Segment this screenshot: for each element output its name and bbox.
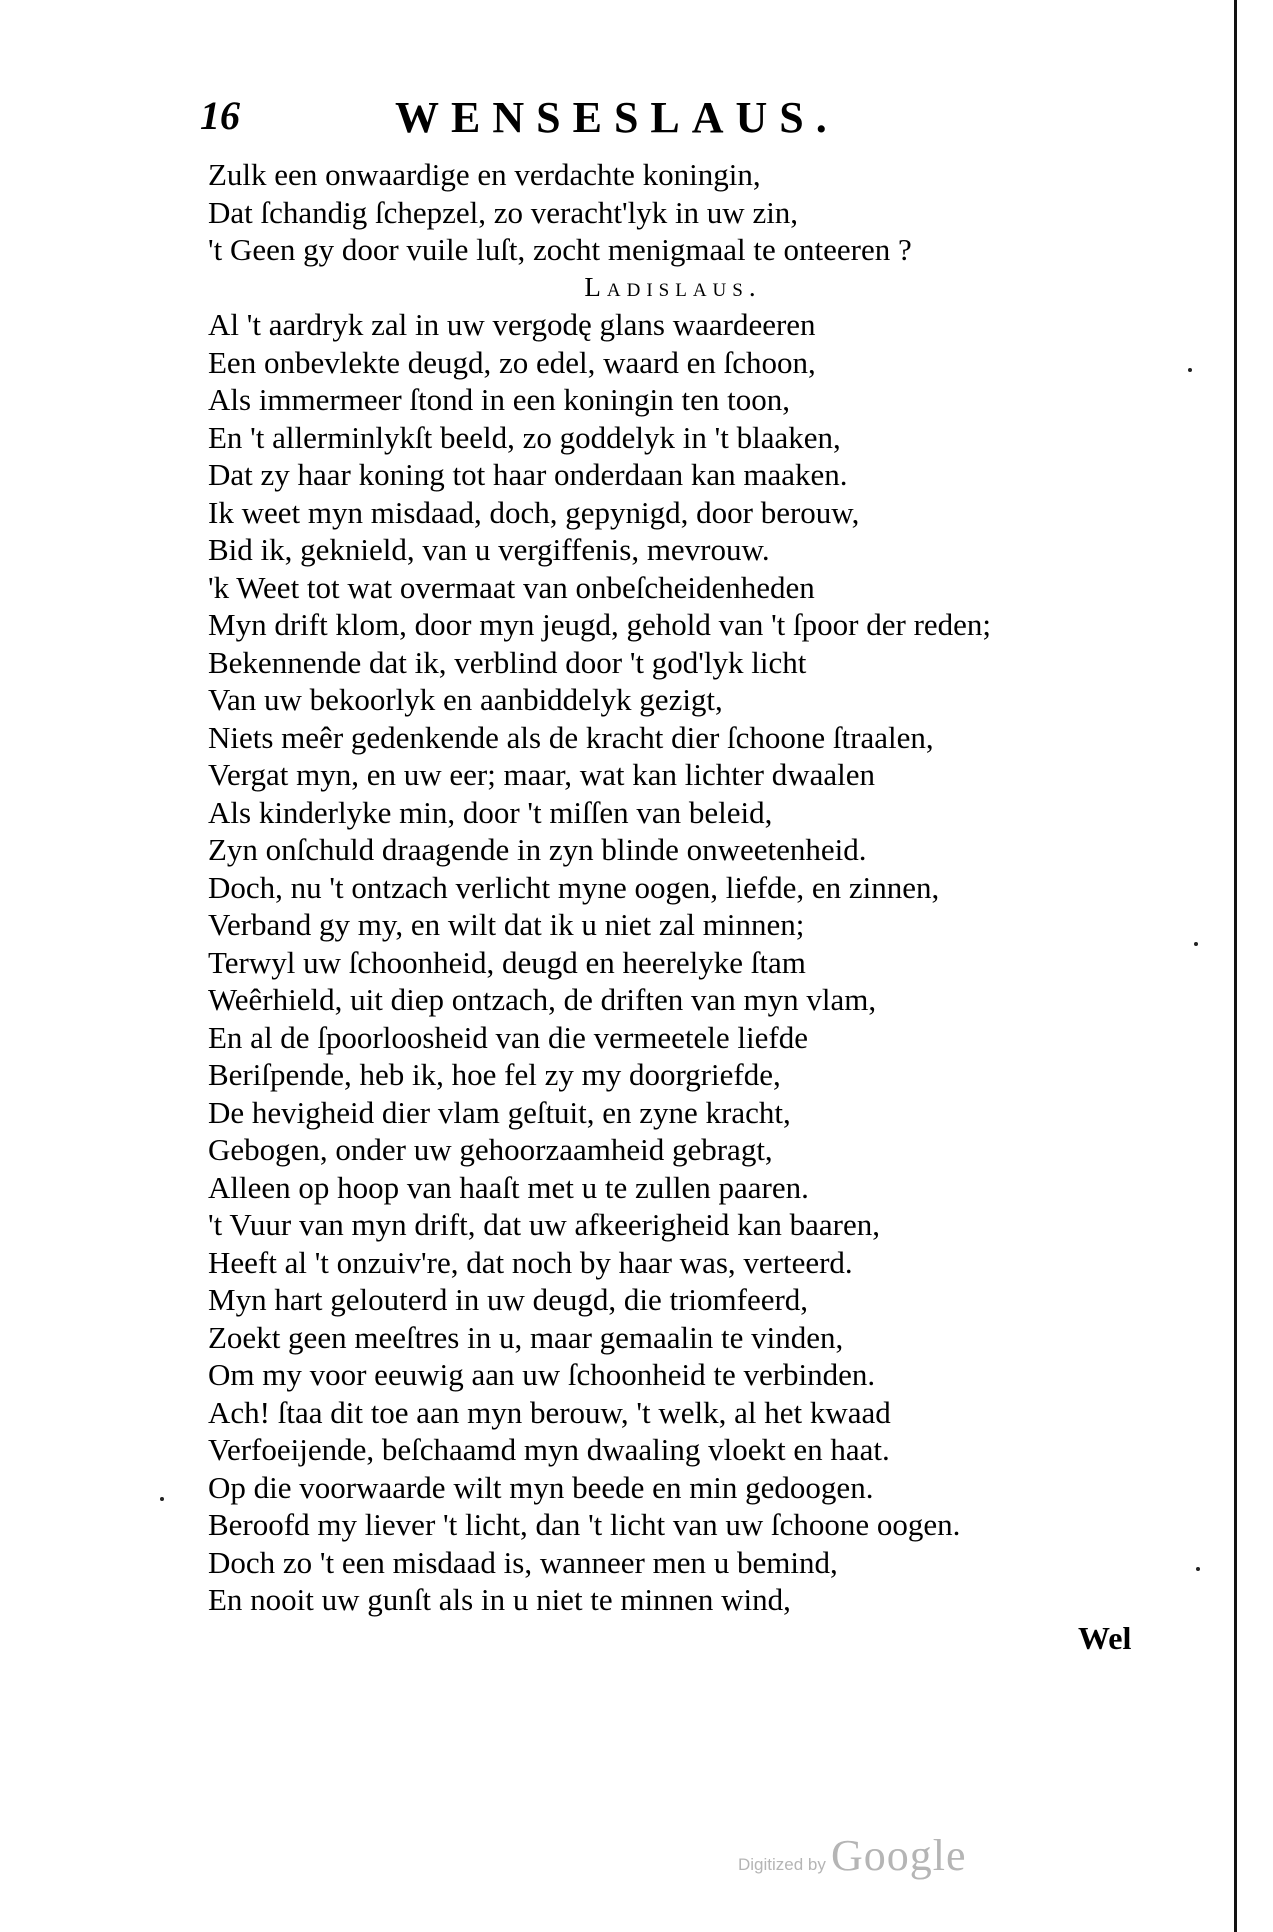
verse-line: Myn drift klom, door myn jeugd, gehold van 't ſpoor der reden;: [208, 607, 992, 642]
ink-speck: [1196, 1567, 1200, 1571]
verse-line: 't Geen gy door vuile luſt, zocht menigmaal te onteeren ?: [208, 232, 912, 267]
ink-speck: [160, 1497, 164, 1501]
ink-speck: [1188, 368, 1192, 372]
verse-line: Weêrhield, uit diep ontzach, de driften van myn vlam,: [208, 982, 877, 1017]
verse-line: De hevigheid dier vlam geſtuit, en zyne kracht,: [208, 1094, 791, 1130]
verse-line: Dat zy haar koning tot haar onderdaan kan maaken.: [208, 457, 848, 492]
watermark-brand: Google: [830, 1831, 967, 1880]
verse-line: Zyn onſchuld draagende in zyn blinde onweetenheid.: [208, 832, 867, 867]
verse-line: Heeft al 't onzuiv're, dat noch by haar was, verteerd.: [208, 1244, 853, 1280]
verse-line: Dat ſchandig ſchepzel, zo veracht'lyk in uw zin,: [208, 194, 799, 230]
page-header: [200, 92, 1160, 152]
verse-line: Als kinderlyke min, door 't miſſen van beleid,: [208, 794, 773, 830]
verse-line: Ach! ſtaa dit toe aan myn berouw, 't welk, al het kwaad: [208, 1394, 891, 1430]
verse-line: Op die voorwaarde wilt myn beede en min gedoogen.: [208, 1469, 874, 1505]
page-gutter-edge: [1234, 0, 1237, 1932]
digitization-watermark: [738, 1830, 967, 1881]
verse-line: Bid ik, geknield, van u vergiffenis, mevrouw.: [208, 532, 770, 567]
watermark-digitized-by: Digitized by: [738, 1855, 826, 1874]
verse-line: Zulk een onwaardige en verdachte koningin,: [208, 157, 761, 192]
running-title: WENSESLAUS.: [395, 93, 839, 142]
catchword: Wel: [1078, 1620, 1132, 1656]
verse-line: 'k Weet tot wat overmaat van onbeſcheidenheden: [208, 569, 815, 605]
verse-line: Niets meêr gedenkende als de kracht dier ſchoone ſtraalen,: [208, 719, 934, 755]
verse-line: Als immermeer ſtond in een koningin ten toon,: [208, 382, 791, 417]
verse-line: Om my voor eeuwig aan uw ſchoonheid te verbinden.: [208, 1357, 876, 1392]
verse-line: Beroofd my liever 't licht, dan 't licht van uw ſchoone oogen.: [208, 1507, 961, 1542]
verse-line: En nooit uw gunſt als in u niet te minnen wind,: [208, 1582, 791, 1617]
verse-line: Zoekt geen meeſtres in u, maar gemaalin te vinden,: [208, 1319, 844, 1355]
verse-line: Doch, nu 't ontzach verlicht myne oogen, liefde, en zinnen,: [208, 869, 940, 905]
verse-line: Een onbevlekte deugd, zo edel, waard en ſchoon,: [208, 344, 816, 380]
verse-line: Vergat myn, en uw eer; maar, wat kan lichter dwaalen: [208, 757, 875, 792]
verse-line: Doch zo 't een misdaad is, wanneer men u bemind,: [208, 1544, 838, 1580]
verse-line: Beriſpende, heb ik, hoe fel zy my doorgriefde,: [208, 1057, 781, 1092]
verse-line: Van uw bekoorlyk en aanbiddelyk gezigt,: [208, 682, 723, 717]
verse-line: Ik weet myn misdaad, doch, gepynigd, door berouw,: [208, 494, 860, 530]
verse-line: Al 't aardryk zal in uw vergodę glans waardeeren: [208, 307, 816, 342]
verse-line: Bekennende dat ik, verblind door 't god'lyk licht: [208, 644, 807, 680]
verse-line: 't Vuur van myn drift, dat uw afkeerigheid kan baaren,: [208, 1207, 881, 1242]
verse-line: Myn hart gelouterd in uw deugd, die triomfeerd,: [208, 1282, 809, 1317]
verse-line: En al de ſpoorloosheid van die vermeetele liefde: [208, 1019, 808, 1055]
verse-line: Alleen op hoop van haaſt met u te zullen paaren.: [208, 1169, 809, 1205]
verse-line: En 't allerminlykſt beeld, zo goddelyk in 't blaaken,: [208, 419, 841, 455]
verse-line: Gebogen, onder uw gehoorzaamheid gebragt,: [208, 1132, 773, 1167]
ink-speck: [1194, 942, 1198, 946]
verses-before-speaker: [208, 156, 1108, 269]
page-number: 16: [200, 93, 240, 138]
verses-after-speaker: [208, 306, 1108, 1619]
verse-block: [208, 156, 1108, 1619]
verse-line: Terwyl uw ſchoonheid, deugd en heerelyke ſtam: [208, 944, 806, 980]
verse-line: Verband gy my, en wilt dat ik u niet zal minnen;: [208, 907, 805, 942]
verse-line: Verfoeijende, beſchaamd myn dwaaling vloekt en haat.: [208, 1432, 890, 1467]
speaker-name: Ladislaus.: [584, 271, 762, 302]
